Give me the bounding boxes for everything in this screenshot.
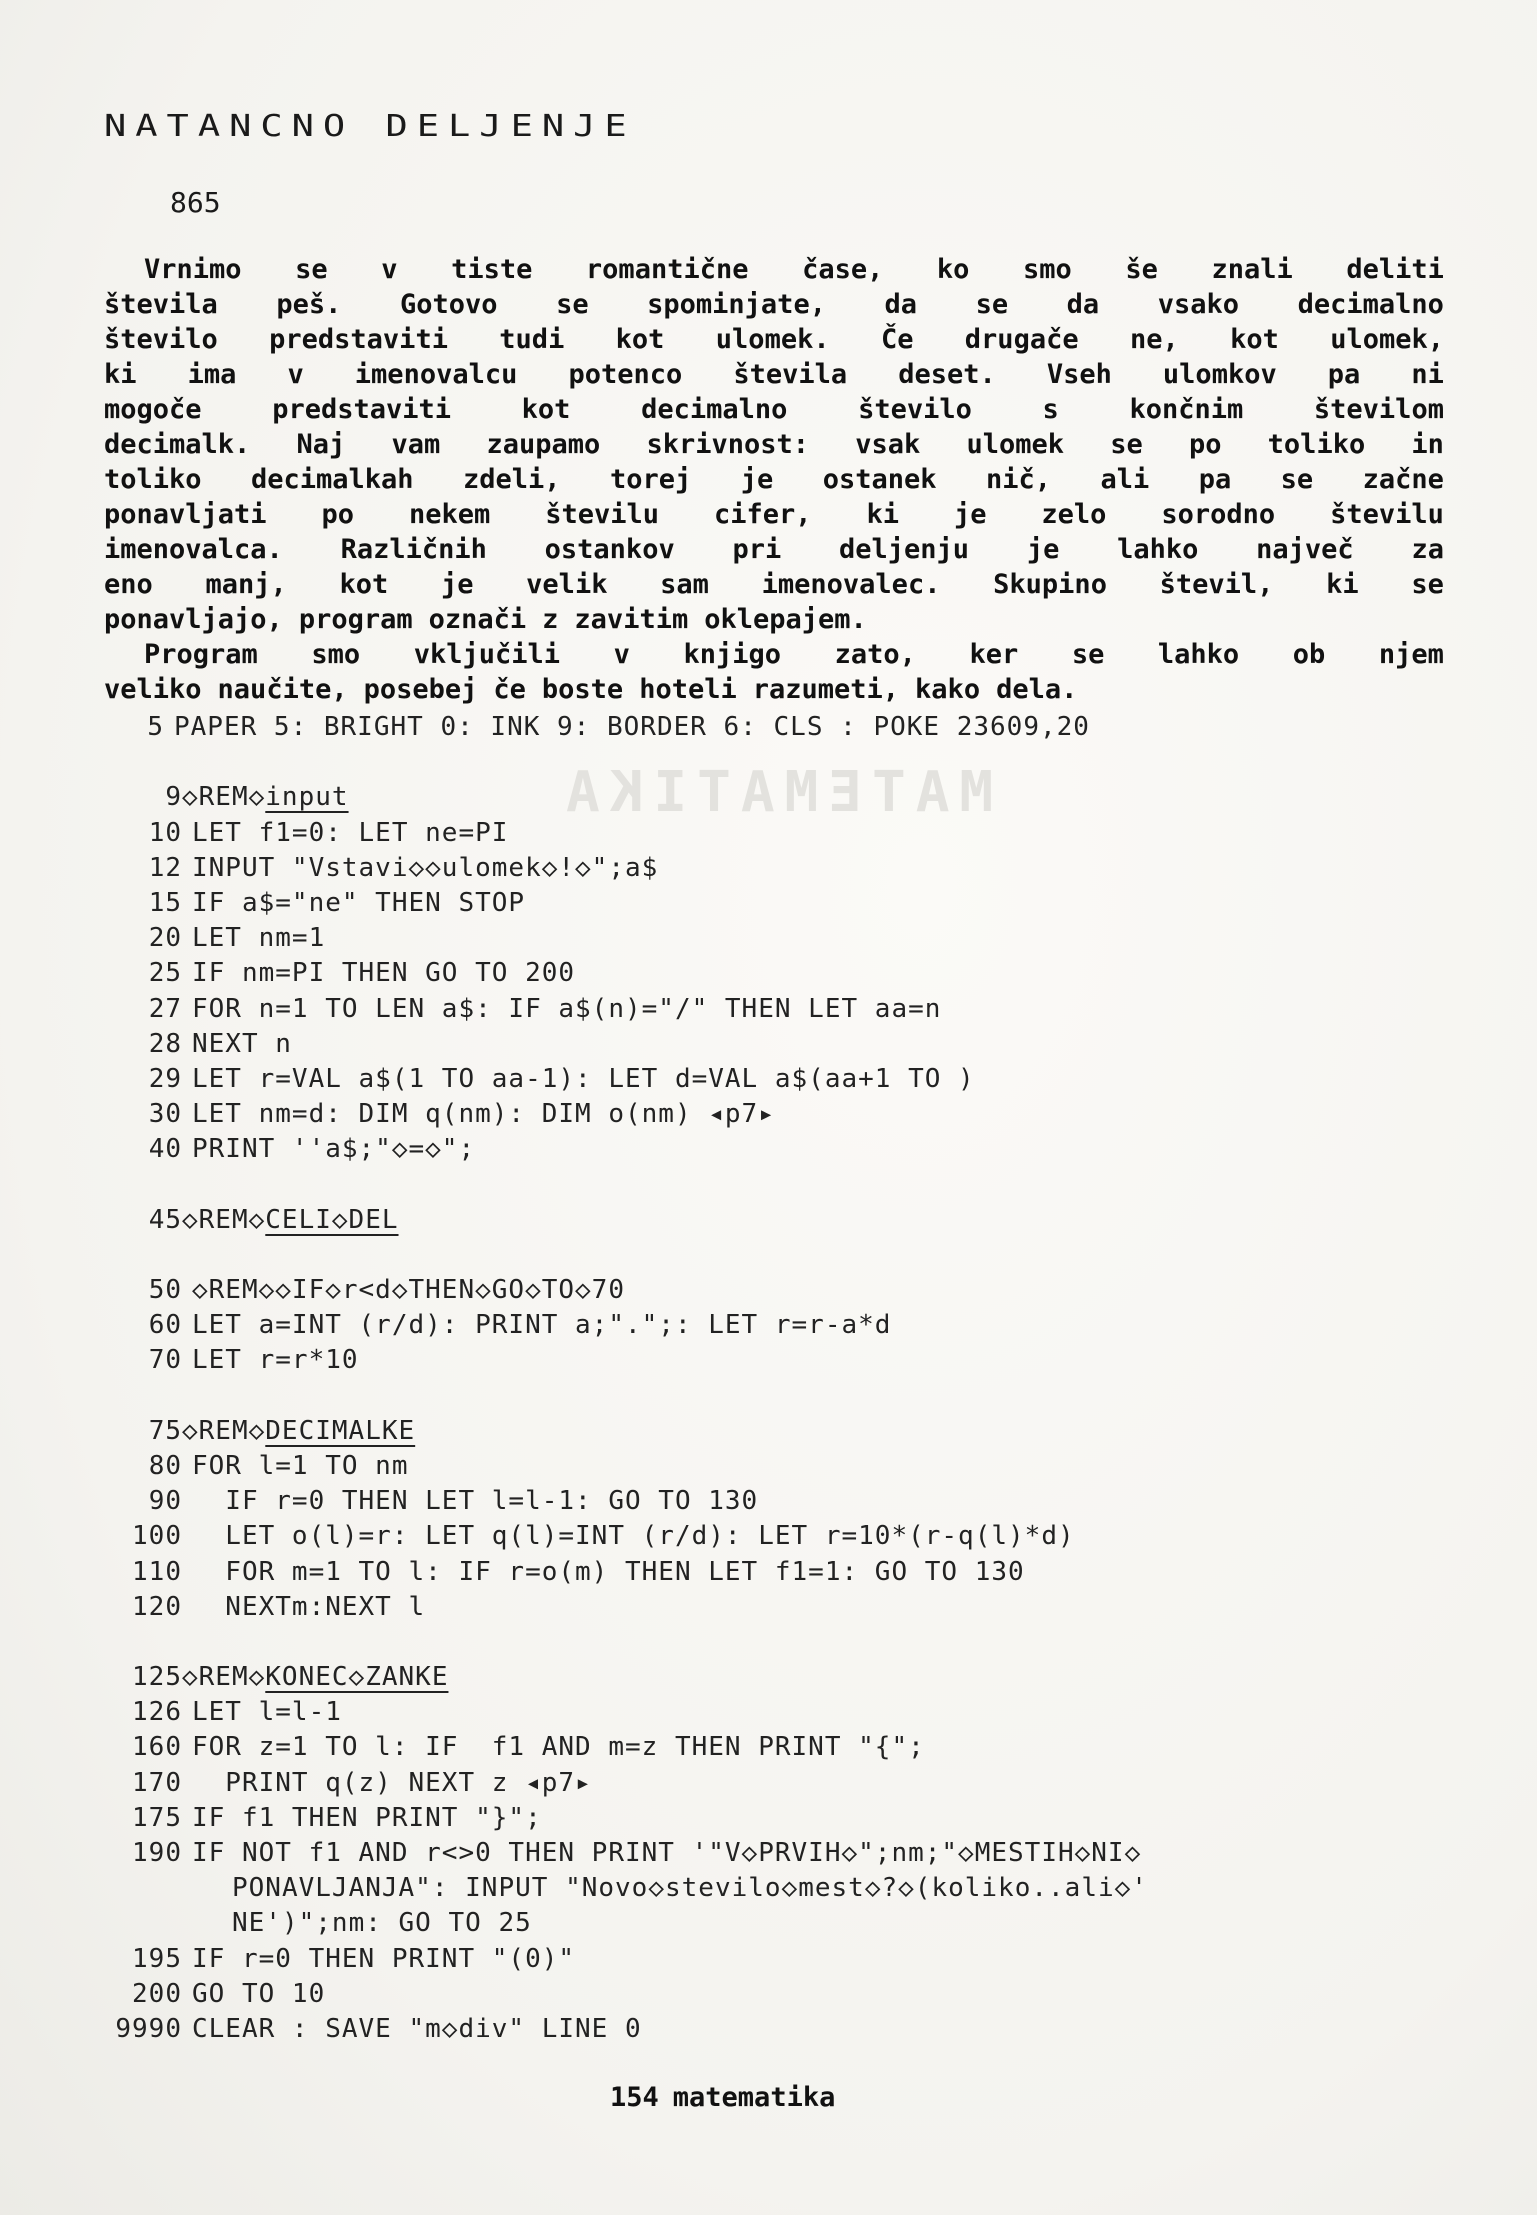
word: Različnih bbox=[340, 534, 487, 565]
word: imenovalcu bbox=[354, 359, 518, 390]
code-text: FOR n=1 TO LEN a$: IF a$(n)="/" THEN LET aa=n bbox=[192, 993, 942, 1024]
rem-keyword: ◇REM◇ bbox=[182, 1204, 266, 1235]
word: decimalkah bbox=[251, 464, 414, 495]
word: boste bbox=[541, 674, 624, 705]
code-text: IF r=0 THEN LET l=l-1: GO TO 130 bbox=[192, 1486, 759, 1517]
line-number: 10 bbox=[148, 817, 182, 848]
word: predstaviti bbox=[272, 394, 452, 425]
word: v bbox=[381, 254, 398, 285]
code-line bbox=[104, 1942, 1464, 1977]
line-number: 5 bbox=[147, 712, 164, 742]
listing-gap bbox=[104, 745, 1464, 780]
word: nič, bbox=[985, 464, 1051, 495]
line-number: 90 bbox=[148, 1486, 182, 1517]
word: ki bbox=[866, 499, 899, 530]
article-body bbox=[104, 252, 1444, 707]
word: program bbox=[298, 604, 413, 635]
listing-gap bbox=[104, 1379, 1464, 1414]
line-number: 170 bbox=[132, 1767, 182, 1798]
code-text: NEXT n bbox=[192, 1028, 292, 1059]
word: sam bbox=[660, 569, 709, 600]
code-text: PRINT ''a$;"◇=◇"; bbox=[192, 1134, 476, 1165]
word: deset. bbox=[898, 359, 996, 390]
word: imenovalca. bbox=[104, 534, 283, 565]
word: se bbox=[556, 289, 589, 320]
code-line bbox=[104, 1836, 1464, 1871]
word: v bbox=[613, 639, 630, 670]
word: število bbox=[104, 324, 218, 355]
line-number: 160 bbox=[132, 1732, 182, 1763]
code-text: LET r=VAL a$(1 TO aa-1): LET d=VAL a$(aa+1 TO ) bbox=[192, 1063, 975, 1094]
basic-listing bbox=[104, 710, 1464, 2047]
word: številu bbox=[545, 499, 660, 530]
code-line bbox=[104, 1730, 1464, 1765]
line-number: 125 bbox=[132, 1662, 182, 1693]
word: ki bbox=[1326, 569, 1359, 600]
word: Program bbox=[144, 639, 258, 670]
word: tudi bbox=[499, 324, 565, 355]
line-number: 45 bbox=[148, 1204, 182, 1235]
section-heading: DECIMALKE bbox=[265, 1415, 416, 1446]
code-line bbox=[104, 1484, 1464, 1519]
word: Vseh bbox=[1046, 359, 1112, 390]
word: ob bbox=[1292, 639, 1326, 670]
rem-keyword: ◇REM◇ bbox=[182, 1415, 266, 1446]
word: ponavljati bbox=[104, 499, 267, 530]
word: označi bbox=[428, 604, 527, 635]
code-text: LET nm=1 bbox=[192, 923, 326, 954]
text-line bbox=[104, 392, 1444, 427]
code-text bbox=[182, 1203, 399, 1238]
word: ulomek bbox=[966, 429, 1065, 460]
line-number: 40 bbox=[148, 1134, 182, 1165]
line-number: 9990 bbox=[115, 2013, 182, 2044]
word: se bbox=[1280, 464, 1314, 495]
word: zato, bbox=[834, 639, 916, 670]
word: decimalk. bbox=[104, 429, 251, 460]
code-text: LET f1=0: LET ne=PI bbox=[192, 817, 509, 848]
word: se bbox=[975, 289, 1009, 320]
code-line bbox=[104, 851, 1464, 886]
code-text bbox=[182, 1660, 448, 1695]
word: tiste bbox=[451, 254, 533, 285]
code-line bbox=[104, 1766, 1464, 1801]
text-line bbox=[104, 602, 1444, 637]
word: je bbox=[740, 464, 774, 495]
text-line bbox=[104, 252, 1444, 287]
word: romantične bbox=[585, 254, 749, 285]
code-text: IF r=0 THEN PRINT "(0)" bbox=[192, 1943, 576, 1974]
word: ostanek bbox=[822, 464, 937, 495]
word: je bbox=[953, 499, 987, 530]
code-text bbox=[182, 780, 349, 815]
line-number: 200 bbox=[132, 1978, 182, 2009]
line-number: 195 bbox=[132, 1943, 182, 1974]
word: sorodno bbox=[1161, 499, 1276, 530]
word: ali bbox=[1100, 464, 1150, 495]
word: deliti bbox=[1346, 254, 1444, 285]
word: ponavljajo, bbox=[104, 604, 283, 635]
code-line bbox=[104, 1977, 1464, 2012]
code-line bbox=[104, 1660, 1464, 1695]
word: je bbox=[1026, 534, 1060, 565]
word: kot bbox=[1230, 324, 1279, 355]
word: smo bbox=[311, 639, 361, 670]
word: ostankov bbox=[544, 534, 675, 565]
word: končnim bbox=[1129, 394, 1244, 425]
line-number: 175 bbox=[132, 1802, 182, 1833]
code-text: ◇REM◇◇IF◇r<d◇THEN◇GO◇TO◇70 bbox=[192, 1275, 625, 1305]
code-line bbox=[104, 1449, 1464, 1484]
word: vam bbox=[391, 429, 441, 460]
code-text: IF NOT f1 AND r<>0 THEN PRINT '"V◇PRVIH◇";nm;"◇MESTIH◇NI◇ bbox=[192, 1838, 1142, 1868]
line-number: 20 bbox=[148, 923, 182, 954]
code-text: PAPER 5: BRIGHT 0: INK 9: BORDER 6: CLS : POKE 23609,20 bbox=[174, 712, 1090, 742]
word: veliko bbox=[104, 674, 202, 705]
word: in bbox=[1411, 429, 1444, 460]
word: se bbox=[1071, 639, 1105, 670]
line-number: 29 bbox=[148, 1063, 182, 1094]
word: po bbox=[1188, 429, 1222, 460]
word: cifer, bbox=[713, 499, 812, 530]
code-text: FOR l=1 TO nm bbox=[192, 1450, 409, 1481]
word: Naj bbox=[296, 429, 346, 460]
code-text: FOR z=1 TO l: IF f1 AND m=z THEN PRINT "{"; bbox=[192, 1732, 925, 1763]
word: ko bbox=[936, 254, 970, 285]
section-label: matematika bbox=[672, 2082, 836, 2113]
code-line bbox=[104, 2012, 1464, 2047]
code-text: NEXTm:NEXT l bbox=[192, 1591, 426, 1622]
word: zelo bbox=[1041, 499, 1107, 530]
word: se bbox=[1411, 569, 1444, 600]
word: njem bbox=[1378, 639, 1444, 670]
word: nekem bbox=[408, 499, 491, 530]
word: številom bbox=[1313, 394, 1444, 425]
word: hoteli bbox=[639, 674, 737, 705]
word: dela. bbox=[996, 674, 1078, 705]
listing-gap bbox=[104, 1625, 1464, 1660]
code-line bbox=[104, 1343, 1464, 1378]
word: Vrnimo bbox=[144, 254, 242, 285]
word: če bbox=[493, 674, 526, 705]
line-number: 25 bbox=[148, 958, 182, 989]
text-line bbox=[104, 427, 1444, 462]
code-line bbox=[104, 816, 1464, 851]
text-line bbox=[104, 567, 1444, 602]
code-line bbox=[104, 1871, 1464, 1906]
page-footer bbox=[610, 2082, 835, 2113]
line-number: 80 bbox=[148, 1450, 182, 1481]
word: največ bbox=[1256, 534, 1354, 565]
word: pri bbox=[732, 534, 782, 565]
word: toliko bbox=[1267, 429, 1366, 460]
code-line bbox=[104, 1308, 1464, 1343]
text-line bbox=[104, 462, 1444, 497]
word: da bbox=[1066, 289, 1100, 320]
word: ker bbox=[969, 639, 1019, 670]
watermark: MATEMATIKA bbox=[556, 760, 994, 825]
word: vključili bbox=[413, 639, 561, 670]
line-number: 50 bbox=[148, 1275, 182, 1305]
word: deljenju bbox=[839, 534, 970, 565]
word: kako bbox=[915, 674, 981, 705]
word: pa bbox=[1198, 464, 1232, 495]
line-number: 12 bbox=[148, 852, 182, 883]
code-line bbox=[104, 956, 1464, 991]
code-text: GO TO 10 bbox=[192, 1978, 326, 2009]
word: skrivnost: bbox=[646, 429, 810, 460]
word: manj, bbox=[205, 569, 287, 600]
code-line bbox=[104, 886, 1464, 921]
rem-keyword: ◇REM◇ bbox=[182, 782, 266, 813]
text-line bbox=[104, 322, 1444, 357]
code-text: IF a$="ne" THEN STOP bbox=[192, 887, 526, 918]
word: ki bbox=[104, 359, 137, 390]
code-line bbox=[104, 992, 1464, 1027]
line-number: 190 bbox=[132, 1838, 182, 1868]
code-line bbox=[104, 1097, 1464, 1132]
code-line bbox=[104, 1414, 1464, 1449]
line-number: 100 bbox=[132, 1521, 182, 1552]
word: kot bbox=[339, 569, 389, 600]
code-text: CLEAR : SAVE "m◇div" LINE 0 bbox=[192, 2013, 642, 2044]
text-line bbox=[104, 672, 1444, 707]
code-line bbox=[104, 1555, 1464, 1590]
code-text: IF f1 THEN PRINT "}"; bbox=[192, 1802, 542, 1833]
word: se bbox=[1110, 429, 1143, 460]
page-number: 154 bbox=[610, 2082, 659, 2113]
code-line bbox=[104, 1062, 1464, 1097]
section-heading: input bbox=[265, 782, 349, 813]
line-number: 9 bbox=[165, 782, 182, 813]
code-line bbox=[104, 1132, 1464, 1167]
code-line bbox=[104, 1027, 1464, 1062]
word: predstaviti bbox=[269, 324, 448, 355]
word: potenco bbox=[568, 359, 683, 390]
word: decimalno bbox=[641, 394, 788, 425]
word: smo bbox=[1023, 254, 1072, 285]
section-heading: CELI◇DEL bbox=[265, 1204, 399, 1235]
word: zdeli, bbox=[463, 464, 561, 495]
code-text: INPUT "Vstavi◇◇ulomek◇!◇";a$ bbox=[192, 852, 659, 883]
line-number: 60 bbox=[148, 1310, 182, 1341]
word: peš. bbox=[276, 289, 342, 320]
word: Skupino bbox=[993, 569, 1107, 600]
code-line bbox=[104, 1273, 1464, 1308]
word: imenovalec. bbox=[761, 569, 941, 600]
word: s bbox=[1042, 394, 1059, 425]
word: za bbox=[1411, 534, 1444, 565]
text-line bbox=[104, 637, 1444, 672]
word: število bbox=[858, 394, 972, 425]
word: pa bbox=[1327, 359, 1361, 390]
word: števila bbox=[104, 289, 218, 320]
word: da bbox=[884, 289, 918, 320]
code-text: PRINT q(z) NEXT z ◂p7▸ bbox=[192, 1767, 592, 1798]
line-number: 15 bbox=[148, 887, 182, 918]
word: Gotovo bbox=[399, 289, 498, 320]
code-text: LET nm=d: DIM q(nm): DIM o(nm) ◂p7▸ bbox=[192, 1099, 775, 1130]
program-number: 865 bbox=[170, 186, 221, 219]
word: Če bbox=[880, 324, 914, 355]
line-number: 30 bbox=[148, 1099, 182, 1130]
word: zaupamo bbox=[486, 429, 601, 460]
code-line bbox=[104, 921, 1464, 956]
code-line bbox=[104, 1801, 1464, 1836]
word: ulomkov bbox=[1162, 359, 1277, 390]
line-number: 120 bbox=[132, 1591, 182, 1622]
code-text: FOR m=1 TO l: IF r=o(m) THEN LET f1=1: GO TO 130 bbox=[192, 1556, 1025, 1587]
word: čase, bbox=[802, 254, 884, 285]
line-number: 28 bbox=[148, 1028, 182, 1059]
rem-keyword: ◇REM◇ bbox=[182, 1662, 266, 1693]
word: eno bbox=[104, 569, 153, 600]
word: naučite, bbox=[217, 674, 348, 705]
word: ne, bbox=[1129, 324, 1179, 355]
section-heading: KONEC◇ZANKE bbox=[265, 1662, 449, 1693]
text-line bbox=[104, 357, 1444, 392]
word: kot bbox=[615, 324, 665, 355]
code-text: LET a=INT (r/d): PRINT a;".";: LET r=r-a*d bbox=[192, 1310, 892, 1341]
word: še bbox=[1125, 254, 1158, 285]
word: drugače bbox=[964, 324, 1079, 355]
word: z bbox=[542, 604, 559, 635]
text-line bbox=[104, 287, 1444, 322]
code-line bbox=[104, 1695, 1464, 1730]
word: znali bbox=[1211, 254, 1293, 285]
word: ulomek. bbox=[715, 324, 830, 355]
word: vsako bbox=[1157, 289, 1240, 320]
line-number: 70 bbox=[148, 1345, 182, 1376]
word: spominjate, bbox=[647, 289, 826, 320]
word: torej bbox=[610, 464, 692, 495]
line-number: 126 bbox=[132, 1697, 182, 1728]
code-text: PONAVLJANJA": INPUT "Novo◇stevilo◇mest◇?◇(koliko..ali◇' bbox=[232, 1873, 1148, 1904]
line-number: 110 bbox=[132, 1556, 182, 1587]
code-text: IF nm=PI THEN GO TO 200 bbox=[192, 958, 576, 989]
word: začne bbox=[1362, 464, 1444, 495]
word: števila bbox=[733, 359, 848, 390]
line-number: 75 bbox=[148, 1415, 182, 1446]
word: ni bbox=[1411, 359, 1444, 390]
code-text: LET o(l)=r: LET q(l)=INT (r/d): LET r=10*(r-q(l)*d) bbox=[192, 1521, 1075, 1552]
page-title: NATANCNO DELJENJE bbox=[104, 108, 636, 144]
text-line bbox=[104, 497, 1444, 532]
word: lahko bbox=[1157, 639, 1240, 670]
word: je bbox=[440, 569, 474, 600]
word: oklepajem. bbox=[704, 604, 867, 635]
word: ulomek, bbox=[1330, 324, 1444, 355]
word: decimalno bbox=[1297, 289, 1444, 320]
word: v bbox=[287, 359, 304, 390]
word: kot bbox=[521, 394, 571, 425]
code-line bbox=[104, 1203, 1464, 1238]
word: ima bbox=[187, 359, 237, 390]
word: posebej bbox=[363, 674, 478, 705]
line-number: 27 bbox=[148, 993, 182, 1024]
code-text bbox=[182, 1414, 415, 1449]
code-line bbox=[104, 780, 1464, 815]
word: razumeti, bbox=[752, 674, 900, 705]
code-text: NE')";nm: GO TO 25 bbox=[232, 1908, 532, 1939]
listing-gap bbox=[104, 1167, 1464, 1202]
word: zavitim bbox=[574, 604, 689, 635]
code-line bbox=[104, 1906, 1464, 1941]
code-line bbox=[104, 1519, 1464, 1554]
code-line bbox=[104, 710, 1464, 745]
word: po bbox=[321, 499, 355, 530]
code-text: LET r=r*10 bbox=[192, 1345, 359, 1376]
word: lahko bbox=[1117, 534, 1199, 565]
word: se bbox=[295, 254, 328, 285]
word: številu bbox=[1330, 499, 1444, 530]
word: števil, bbox=[1159, 569, 1274, 600]
word: velik bbox=[526, 569, 608, 600]
code-text: LET l=l-1 bbox=[192, 1697, 342, 1728]
word: toliko bbox=[104, 464, 202, 495]
word: vsak bbox=[855, 429, 921, 460]
code-line bbox=[104, 1590, 1464, 1625]
word: knjigo bbox=[683, 639, 782, 670]
word: mogoče bbox=[104, 394, 202, 425]
text-line bbox=[104, 532, 1444, 567]
listing-gap bbox=[104, 1238, 1464, 1273]
